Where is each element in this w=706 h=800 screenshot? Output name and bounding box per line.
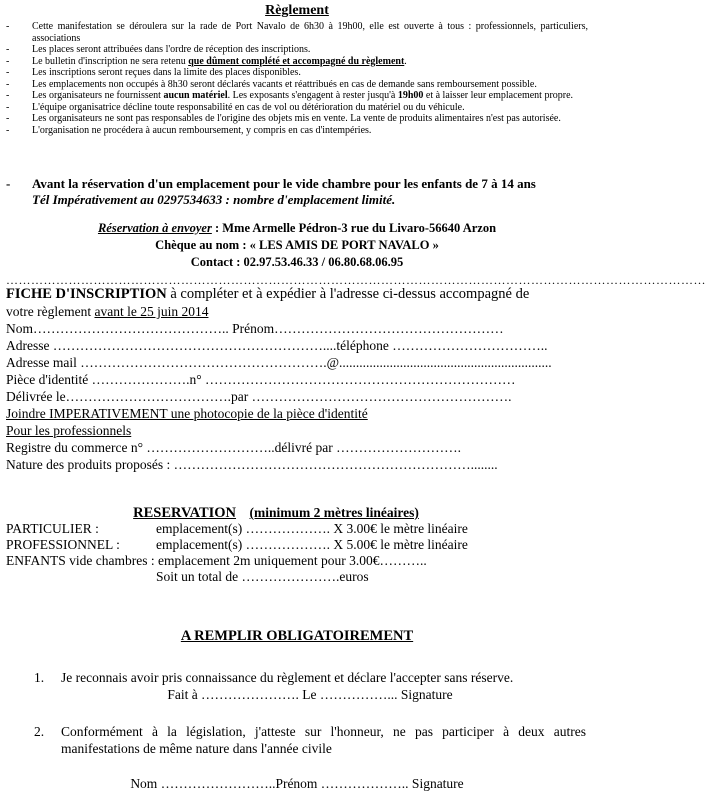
list-item: - Les emplacements non occupés à 8h30 seront déclarés vacants et réattribués en cas de demande sans remboursement possible. (6, 78, 537, 90)
adresse-mail-field[interactable]: Adresse mail ……………………………………………….@............................................................... (6, 355, 552, 370)
list-item: - L'organisation ne procédera à aucun remboursement, y compris en cas d'intempéries. (6, 124, 372, 136)
list-item: - Les inscriptions seront reçues dans la limite des places disponibles. (6, 67, 301, 78)
contact-phones: Contact : 02.97.53.46.33 / 06.80.68.06.95 (190, 255, 404, 269)
reglement-list (6, 21, 588, 136)
list-item: - L'équipe organisatrice décline toute responsabilité en cas de vol ou détérioration du matériel ou du véhicule. (6, 101, 465, 113)
nature-produits-field[interactable]: Nature des produits proposés : …………………………………………………………........ (6, 457, 498, 472)
registre-commerce-field[interactable]: Registre du commerce n° ………………………..délivré par ………………………. (6, 440, 461, 455)
delivree-field[interactable]: Délivrée le……………………………….par …………………………………………………. (6, 389, 512, 404)
cheque-payee: Chèque au nom : « LES AMIS DE PORT NAVALO » (155, 238, 439, 252)
reservation-title: RESERVATION (minimum 2 mètres linéaires) (133, 505, 419, 521)
reservation-section (6, 505, 586, 585)
vide-chambre-notice: - Avant la réservation d'un emplacement pour le vide chambre pour les enfants de 7 à 14 ans Tél Impérativement au 0297534633 : nombre d'emplacement limité. (6, 176, 536, 207)
total-row[interactable]: Soit un total de ………………….euros (156, 569, 369, 584)
list-item: - Cette manifestation se déroulera sur la rade de Port Navalo de 6h30 à 19h00, elle est ouverte à tous : professionnels, particuliers, associations (6, 21, 588, 44)
declaration-item-1: 1. Je reconnais avoir pris connaissance du règlement et déclare l'accepter sans réserve. Fait à …………………. Le ……………... Signature (34, 669, 586, 703)
reglement-title: Règlement (265, 3, 329, 18)
obligatoire-title: A REMPLIR OBLIGATOIREMENT (180, 628, 414, 644)
particulier-row[interactable]: PARTICULIER : emplacement(s) ………………. X 3.00€ le mètre linéaire (6, 521, 468, 536)
list-item: - Le bulletin d'inscription ne sera retenu que dûment complété et accompagné du règlement. (6, 55, 407, 67)
nom-prenom-field[interactable]: Nom…………………………………….. Prénom…………………………………………… (6, 321, 504, 336)
professionnels-heading: Pour les professionnels (6, 423, 132, 438)
list-item: - Les organisateurs ne sont pas responsables de l'origine des objets mis en vente. La vente de produits alimentaires n'est pas autorisée. (6, 113, 561, 124)
fait-a-signature-line[interactable]: Fait à …………………. Le ……………... Signature (167, 687, 453, 702)
fiche-deadline: votre règlement avant le 25 juin 2014 (6, 304, 209, 319)
fiche-inscription (6, 286, 586, 473)
professionnel-row[interactable]: PROFESSIONNEL : emplacement(s) ………………. X 5.00€ le mètre linéaire (6, 537, 468, 552)
joindre-notice: Joindre IMPERATIVEMENT une photocopie de la pièce d'identité (6, 406, 368, 421)
separator-line: …………………………………………………………………………………………………………………………………………………… (6, 273, 706, 287)
piece-identite-field[interactable]: Pièce d'identité ………………….n° …………………………………………………………… (6, 372, 516, 387)
nom-prenom-signature-line[interactable]: Nom ……………………..Prénom ……………….. Signature (130, 776, 464, 791)
reservation-address: Réservation à envoyer : Mme Armelle Pédron-3 rue du Livaro-56640 Arzon (97, 221, 497, 235)
declaration-item-2: 2. Conformément à la législation, j'atteste sur l'honneur, ne pas participer à deux autres manifestations de même nature dans l'année civile (34, 724, 586, 756)
list-item: - Les organisateurs ne fournissent aucun matériel. Les exposants s'engagent à rester jusqu'à 19h00 et à laisser leur emplacement propre. (6, 90, 574, 101)
list-item: - Les places seront attribuées dans l'ordre de réception des inscriptions. (6, 44, 311, 55)
fiche-title: FICHE D'INSCRIPTION à compléter et à expédier à l'adresse ci-dessus accompagné de (6, 286, 530, 302)
enfants-row[interactable]: ENFANTS vide chambres : emplacement 2m uniquement pour 3.00€……….. (6, 553, 427, 568)
adresse-telephone-field[interactable]: Adresse ……………………………………………………....téléphone …………………………….. (6, 338, 548, 353)
